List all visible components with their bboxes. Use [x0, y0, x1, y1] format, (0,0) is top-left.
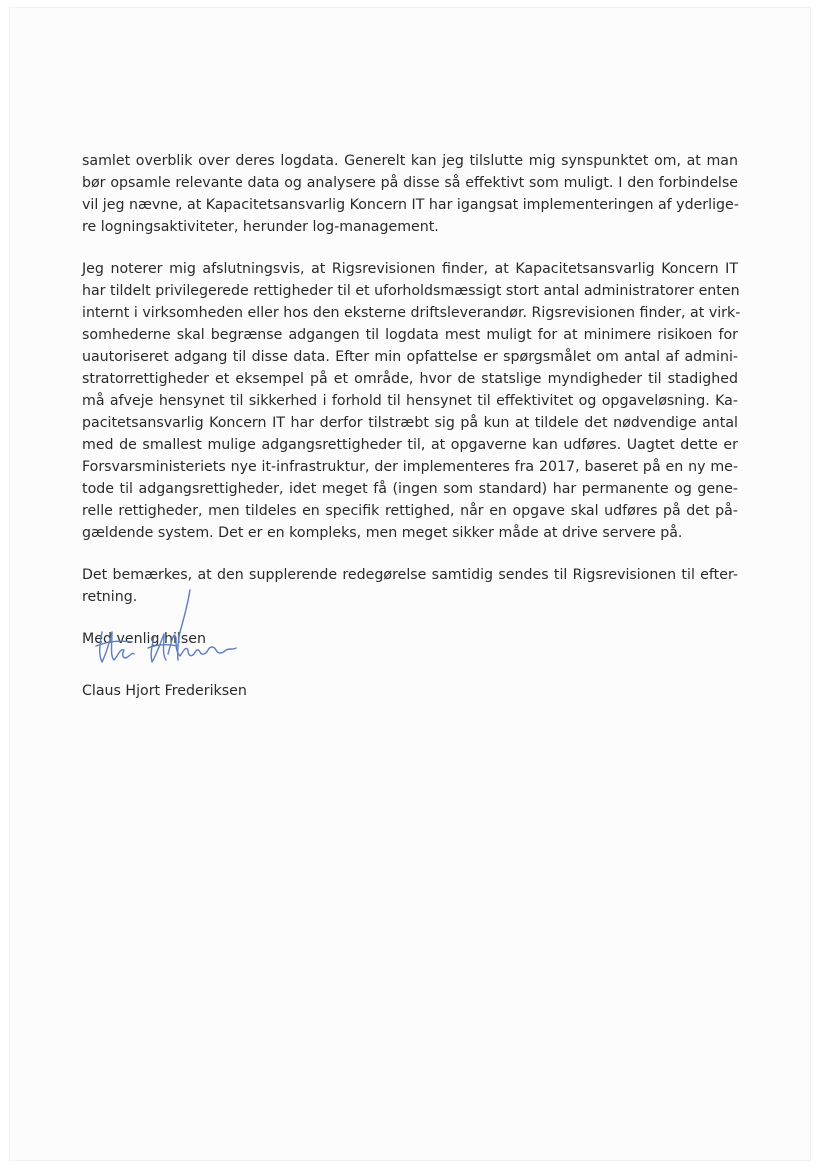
paragraph-2-line-11: tode til adgangsrettigheder, idet meget få (ingen som standard) har permanente og gene- — [82, 481, 738, 497]
paragraph-1-line-4: re logningsaktiviteter, herunder log-management. — [82, 219, 439, 235]
paragraph-2-line-10: Forsvarsministeriets nye it-infrastruktur, der implementeres fra 2017, baseret på en ny me- — [82, 459, 738, 475]
handwritten-signature — [92, 588, 242, 678]
paragraph-2-line-2: har tildelt privilegerede rettigheder til et uforholdsmæssigt stort antal administratorer enten — [82, 283, 740, 299]
paragraph-2-line-9: med de smallest mulige adgangsrettigheder til, at opgaverne kan udføres. Uagtet dette er — [82, 437, 738, 453]
paragraph-2-line-3: internt i virksomheden eller hos den eksterne driftsleverandør. Rigsrevisionen finder, at virk- — [82, 305, 741, 321]
paragraph-2-line-4: somhederne skal begrænse adgangen til logdata mest muligt for at minimere risikoen for — [82, 327, 738, 343]
paragraph-2-line-13: gældende system. Det er en kompleks, men meget sikker måde at drive servere på. — [82, 525, 683, 541]
paragraph-2-line-1: Jeg noterer mig afslutningsvis, at Rigsrevisionen finder, at Kapacitetsansvarlig Koncern IT — [82, 261, 738, 277]
signatory-name: Claus Hjort Frederiksen — [82, 683, 247, 699]
paragraph-1-line-2: bør opsamle relevante data og analysere på disse så effektivt som muligt. I den forbindelse — [82, 175, 738, 191]
closing-greeting: Med venlig hilsen — [82, 631, 206, 647]
paragraph-1-line-3: vil jeg nævne, at Kapacitetsansvarlig Koncern IT har igangsat implementeringen af yderlige- — [82, 197, 739, 213]
paragraph-2-line-12: relle rettigheder, men tildeles en specifik rettighed, når en opgave skal udføres på det på- — [82, 503, 738, 519]
paragraph-2-line-6: stratorrettigheder et eksempel på et område, hvor de statslige myndigheder til stadighed — [82, 371, 738, 387]
paragraph-2-line-5: uautoriseret adgang til disse data. Efter min opfattelse er spørgsmålet om antal af admini- — [82, 349, 738, 365]
paragraph-2-line-8: pacitetsansvarlig Koncern IT har derfor tilstræbt sig på kun at tildele det nødvendige antal — [82, 415, 738, 431]
paragraph-3-line-2: retning. — [82, 589, 138, 605]
paragraph-2-line-7: må afveje hensynet til sikkerhed i forhold til hensynet til effektivitet og opgaveløsning. Ka- — [82, 393, 738, 409]
paragraph-1-line-1: samlet overblik over deres logdata. Generelt kan jeg tilslutte mig synspunktet om, at man — [82, 153, 738, 169]
paragraph-3-line-1: Det bemærkes, at den supplerende redegørelse samtidig sendes til Rigsrevisionen til efter- — [82, 567, 738, 583]
